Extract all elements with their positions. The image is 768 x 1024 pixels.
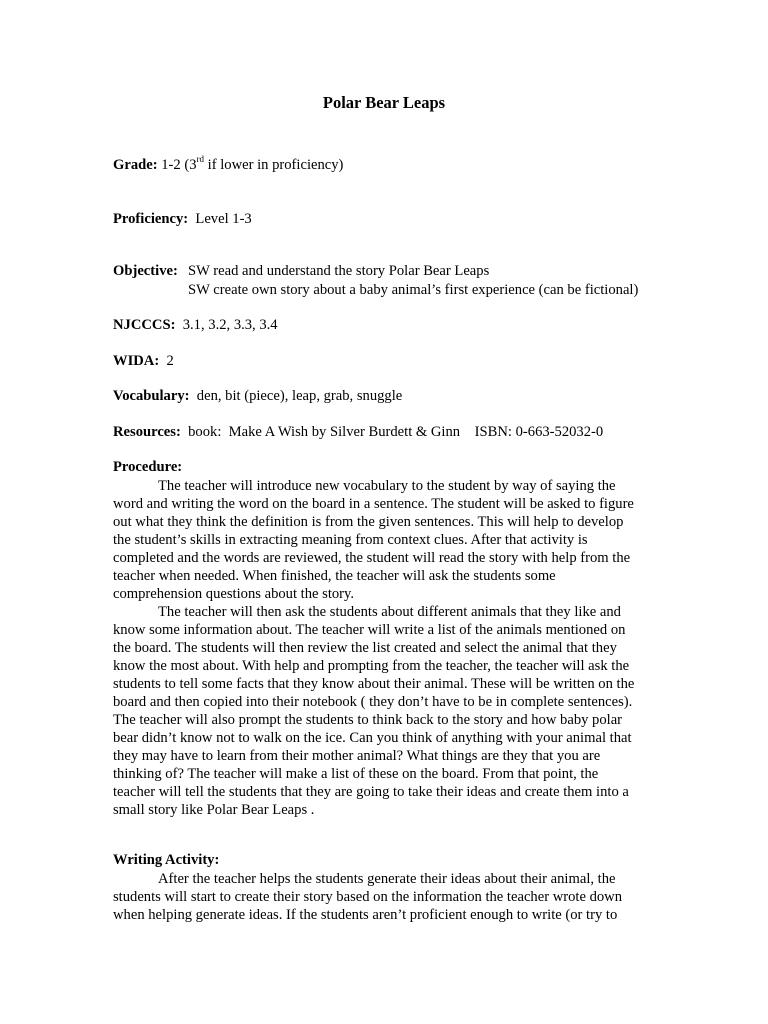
grade-value-pre: 1-2 (3 bbox=[157, 157, 197, 173]
njcccs-label: NJCCCS: bbox=[113, 317, 176, 333]
procedure-body bbox=[113, 477, 653, 819]
njcccs-row bbox=[113, 317, 278, 334]
resources-row bbox=[113, 424, 603, 441]
proficiency-row bbox=[113, 211, 252, 228]
wida-row bbox=[113, 353, 174, 370]
procedure-line: teacher will tell the students that they are going to take their ideas and create them into a bbox=[113, 784, 629, 800]
procedure-line: small story like Polar Bear Leaps . bbox=[113, 802, 315, 818]
procedure-line: know some information about. The teacher will write a list of the animals mentioned on bbox=[113, 622, 626, 638]
procedure-line: The teacher will then ask the students about different animals that they like and bbox=[158, 604, 621, 620]
njcccs-value: 3.1, 3.2, 3.3, 3.4 bbox=[175, 317, 278, 333]
proficiency-value: Level 1-3 bbox=[188, 211, 252, 227]
document-title: Polar Bear Leaps bbox=[322, 93, 446, 112]
procedure-heading: Procedure: bbox=[113, 459, 183, 475]
grade-label: Grade: bbox=[113, 157, 158, 173]
resources-label: Resources: bbox=[113, 424, 181, 440]
procedure-line: students to tell some facts that they know about their animal. These will be written on the bbox=[113, 676, 635, 692]
procedure-line: the board. The students will then review the list created and select the animal that they bbox=[113, 640, 617, 656]
procedure-line: teacher when needed. When finished, the teacher will ask the students some bbox=[113, 568, 556, 584]
procedure-line: thinking of? The teacher will make a list of these on the board. From that point, the bbox=[113, 766, 599, 782]
procedure-line: The teacher will also prompt the students to think back to the story and how baby polar bbox=[113, 712, 623, 728]
writing-activity-line: After the teacher helps the students generate their ideas about their animal, the bbox=[158, 871, 616, 887]
objective-label bbox=[113, 263, 178, 280]
procedure-line: board and then copied into their notebook ( they don’t have to be in complete sentences). bbox=[113, 694, 633, 710]
procedure-line: bear didn’t know not to walk on the ice. Can you think of anything with your animal that bbox=[113, 730, 632, 746]
resources-value: book: Make A Wish by Silver Burdett & Ginn ISBN: 0-663-52032-0 bbox=[180, 424, 604, 440]
vocabulary-value: den, bit (piece), leap, grab, snuggle bbox=[189, 388, 403, 404]
vocabulary-row bbox=[113, 388, 402, 405]
objective-line-1: SW read and understand the story Polar Bear Leaps bbox=[188, 263, 490, 279]
grade-value-post: if lower in proficiency) bbox=[204, 157, 344, 173]
procedure-line: The teacher will introduce new vocabulary to the student by way of saying the bbox=[158, 478, 616, 494]
writing-activity-line: when helping generate ideas. If the students aren’t proficient enough to write (or try to bbox=[113, 907, 618, 923]
procedure-line: the student’s skills in extracting meaning from context clues. After that activity is bbox=[113, 532, 588, 548]
objective-label-text: Objective: bbox=[113, 263, 178, 279]
writing-activity-line: students will start to create their story based on the information the teacher wrote down bbox=[113, 889, 623, 905]
wida-label: WIDA: bbox=[113, 353, 160, 369]
grade-value-superscript: rd bbox=[196, 154, 205, 165]
grade-row bbox=[113, 154, 344, 174]
writing-activity-body bbox=[113, 870, 653, 924]
procedure-line: know the most about. With help and prompting from the teacher, the teacher will ask the bbox=[113, 658, 630, 674]
procedure-line: they may have to learn from their mother animal? What things are they that you are bbox=[113, 748, 601, 764]
procedure-line: word and writing the word on the board in a sentence. The student will be asked to figure bbox=[113, 496, 634, 512]
vocabulary-label: Vocabulary: bbox=[113, 388, 190, 404]
writing-activity-heading: Writing Activity: bbox=[113, 852, 220, 868]
objective-line-2: SW create own story about a baby animal’s first experience (can be fictional) bbox=[188, 282, 639, 298]
proficiency-label: Proficiency: bbox=[113, 211, 189, 227]
procedure-line: completed and the words are reviewed, the student will read the story with help from the bbox=[113, 550, 631, 566]
wida-value: 2 bbox=[159, 353, 174, 369]
procedure-line: out what they think the definition is from the given sentences. This will help to develop bbox=[113, 514, 624, 530]
procedure-line: comprehension questions about the story. bbox=[113, 586, 355, 602]
